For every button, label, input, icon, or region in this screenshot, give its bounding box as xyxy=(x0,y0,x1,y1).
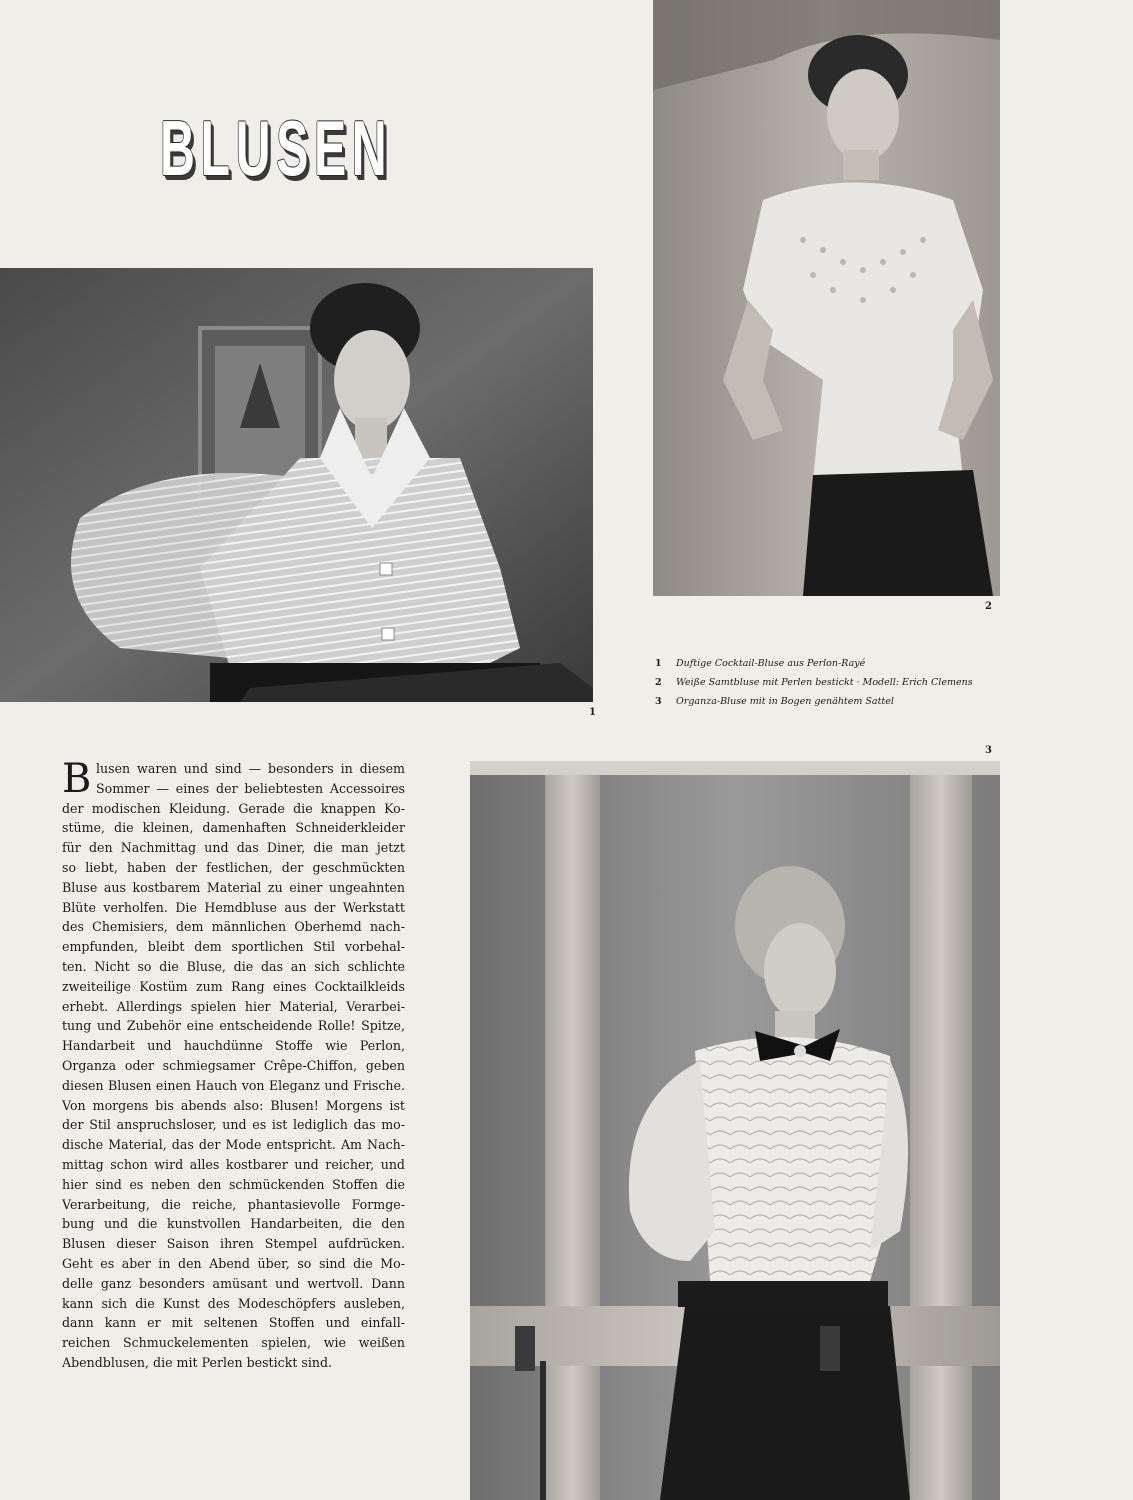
caption-item xyxy=(655,692,995,711)
body-line: reichen Schmuckelementen spielen, wie weißen xyxy=(62,1335,405,1351)
article-body xyxy=(62,756,405,1373)
body-line: Handarbeit und hauchdünne Stoffe wie Perlon, xyxy=(62,1038,405,1054)
caption-text: Organza-Bluse mit in Bogen genähtem Sattel xyxy=(676,696,894,707)
body-line: stüme, die kleinen, damenhaften Schneiderkleider xyxy=(62,820,405,836)
body-line: Geht es aber in den Abend über, so sind die Mo- xyxy=(62,1255,405,1271)
body-line: für den Nachmittag und das Diner, die man jetzt xyxy=(62,840,405,856)
body-line: delle ganz besonders amüsant und wertvoll. Dann xyxy=(62,1275,405,1291)
body-line: zweiteilige Kostüm zum Rang eines Cocktailkleids xyxy=(62,978,405,994)
body-line: erhebt. Allerdings spielen hier Material, Verarbei- xyxy=(62,998,405,1014)
photo-velvet-blouse xyxy=(653,0,1000,596)
photo-cocktail-blouse xyxy=(0,268,593,702)
body-line: so liebt, haben der festlichen, der geschmückten xyxy=(62,859,405,875)
body-line: ten. Nicht so die Bluse, die das an sich schlichte xyxy=(62,958,405,974)
caption-item xyxy=(655,673,995,692)
body-line: Bluse aus kostbarem Material zu einer ungeahnten xyxy=(62,879,405,895)
body-line: der modischen Kleidung. Gerade die knappen Ko- xyxy=(62,800,405,816)
body-line: hier sind es neben den schmückenden Stoffen die xyxy=(62,1176,405,1192)
body-line: Sommer — eines der beliebtesten Accessoires xyxy=(96,780,405,796)
caption-text: Duftige Cocktail-Bluse aus Perlon-Rayé xyxy=(676,658,866,669)
body-line: diesen Blusen einen Hauch von Eleganz und Frische. xyxy=(62,1077,405,1093)
caption-number: 3 xyxy=(655,696,662,707)
caption-item xyxy=(655,654,995,673)
caption-number: 1 xyxy=(655,658,662,669)
caption-text: Weiße Samtbluse mit Perlen bestickt · Modell: Erich Clemens xyxy=(676,677,973,688)
body-line: bung und die kunstvollen Handarbeiten, die den xyxy=(62,1216,405,1232)
body-line: Von morgens bis abends also: Blusen! Morgens ist xyxy=(62,1097,405,1113)
body-line: mittag schon wird alles kostbarer und reicher, und xyxy=(62,1156,405,1172)
drop-cap: B xyxy=(62,756,92,802)
photo-number-1: 1 xyxy=(589,707,596,718)
body-line: kann sich die Kunst des Modeschöpfers ausleben, xyxy=(62,1295,405,1311)
body-line: Organza oder schmiegsamer Crêpe-Chiffon, geben xyxy=(62,1057,405,1073)
caption-number: 2 xyxy=(655,677,662,688)
body-line: Blusen dieser Saison ihren Stempel aufdrücken. xyxy=(62,1236,405,1252)
photo-number-2: 2 xyxy=(985,601,992,612)
page-title: BLUSEN xyxy=(160,104,393,192)
body-line: tung und Zubehör eine entscheidende Rolle! Spitze, xyxy=(62,1018,405,1034)
body-line: Abendblusen, die mit Perlen bestickt sind. xyxy=(62,1354,333,1370)
body-line: dische Material, das der Mode entspricht. Am Nach- xyxy=(62,1137,405,1153)
body-line: lusen waren und sind — besonders in diesem xyxy=(96,761,405,776)
body-line: empfunden, bleibt dem sportlichen Stil vorbehal- xyxy=(62,939,405,955)
body-line: Blüte verholfen. Die Hemdbluse aus der Werkstatt xyxy=(62,899,405,915)
photo-organza-blouse xyxy=(470,761,1000,1500)
body-line: dann kann er mit seltenen Stoffen und einfall- xyxy=(62,1315,405,1331)
photo-captions xyxy=(655,654,995,711)
body-line: der Stil anspruchsloser, und es ist lediglich das mo- xyxy=(62,1117,405,1133)
body-line: Verarbeitung, die reiche, phantasievolle Formge- xyxy=(62,1196,405,1212)
photo-number-3: 3 xyxy=(985,745,992,756)
body-line: des Chemisiers, dem männlichen Oberhemd nach- xyxy=(62,919,405,935)
